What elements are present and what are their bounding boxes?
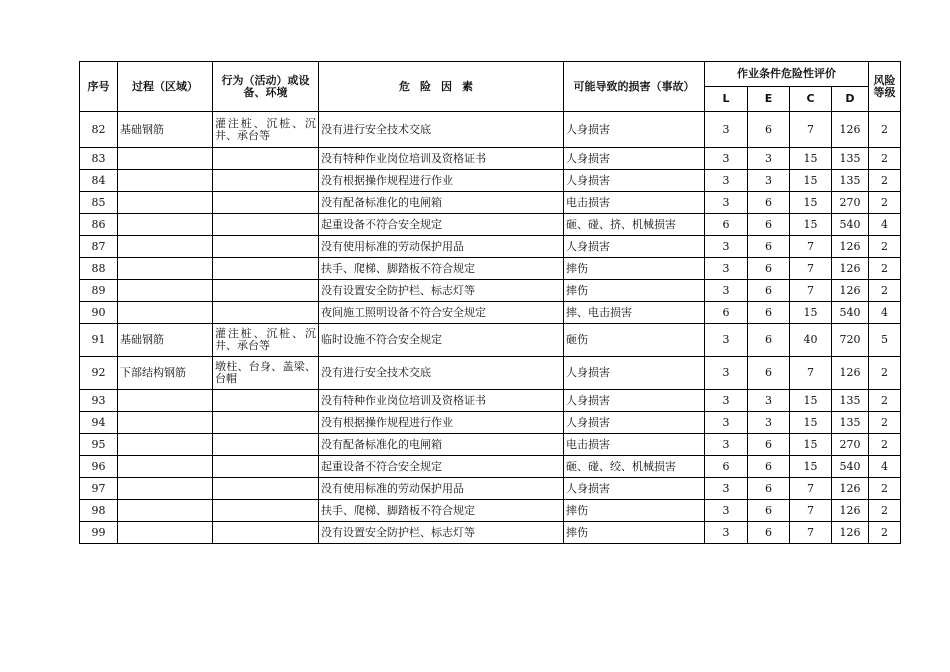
cell-hazard: 没有使用标准的劳动保护用品 (319, 236, 564, 258)
cell-risk-level: 2 (869, 500, 901, 522)
cell-risk-level: 4 (869, 302, 901, 324)
cell-harm: 摔伤 (564, 258, 705, 280)
cell-hazard: 扶手、爬梯、脚踏板不符合规定 (319, 258, 564, 280)
cell-behavior: 灌注桩、沉桩、沉井、承台等 (213, 112, 319, 148)
cell-harm: 电击损害 (564, 434, 705, 456)
header-D: D (832, 87, 869, 112)
cell-behavior (213, 258, 319, 280)
cell-D: 126 (832, 478, 869, 500)
cell-L: 6 (705, 214, 748, 236)
cell-C: 7 (790, 522, 832, 544)
cell-seq: 92 (80, 357, 118, 390)
cell-process (118, 192, 213, 214)
cell-risk-level: 2 (869, 357, 901, 390)
cell-behavior (213, 390, 319, 412)
cell-L: 3 (705, 390, 748, 412)
table-row (80, 434, 901, 456)
cell-harm: 砸伤 (564, 324, 705, 357)
cell-D: 135 (832, 390, 869, 412)
cell-process (118, 170, 213, 192)
cell-hazard: 临时设施不符合安全规定 (319, 324, 564, 357)
cell-seq: 83 (80, 148, 118, 170)
cell-behavior (213, 302, 319, 324)
table-row (80, 112, 901, 148)
table-row (80, 236, 901, 258)
cell-behavior (213, 170, 319, 192)
cell-E: 6 (748, 192, 790, 214)
cell-E: 6 (748, 324, 790, 357)
cell-E: 6 (748, 500, 790, 522)
cell-C: 15 (790, 434, 832, 456)
cell-seq: 98 (80, 500, 118, 522)
cell-C: 15 (790, 214, 832, 236)
cell-L: 6 (705, 456, 748, 478)
cell-E: 6 (748, 236, 790, 258)
cell-harm: 砸、碰、绞、机械损害 (564, 456, 705, 478)
header-L: L (705, 87, 748, 112)
cell-C: 7 (790, 500, 832, 522)
cell-E: 3 (748, 170, 790, 192)
cell-seq: 84 (80, 170, 118, 192)
cell-E: 3 (748, 412, 790, 434)
table-row (80, 302, 901, 324)
cell-harm: 人身损害 (564, 390, 705, 412)
cell-seq: 82 (80, 112, 118, 148)
cell-hazard: 没有特种作业岗位培训及资格证书 (319, 148, 564, 170)
table-row (80, 522, 901, 544)
cell-behavior (213, 500, 319, 522)
table-row (80, 280, 901, 302)
cell-E: 6 (748, 522, 790, 544)
cell-seq: 97 (80, 478, 118, 500)
cell-seq: 87 (80, 236, 118, 258)
cell-hazard: 扶手、爬梯、脚踏板不符合规定 (319, 500, 564, 522)
cell-C: 7 (790, 258, 832, 280)
cell-E: 6 (748, 456, 790, 478)
risk-evaluation-table (79, 61, 901, 544)
cell-behavior: 墩柱、台身、盖梁、台帽 (213, 357, 319, 390)
table-row (80, 148, 901, 170)
cell-process (118, 478, 213, 500)
cell-process (118, 148, 213, 170)
cell-harm: 人身损害 (564, 357, 705, 390)
cell-E: 6 (748, 434, 790, 456)
cell-process (118, 522, 213, 544)
cell-C: 7 (790, 478, 832, 500)
cell-risk-level: 2 (869, 192, 901, 214)
header-behavior: 行为（活动）或设备、环境 (213, 62, 319, 112)
cell-C: 15 (790, 192, 832, 214)
cell-L: 3 (705, 192, 748, 214)
cell-L: 3 (705, 112, 748, 148)
cell-E: 3 (748, 148, 790, 170)
cell-E: 6 (748, 478, 790, 500)
cell-C: 15 (790, 148, 832, 170)
header-process: 过程（区域） (118, 62, 213, 112)
cell-D: 126 (832, 112, 869, 148)
cell-L: 3 (705, 500, 748, 522)
cell-seq: 96 (80, 456, 118, 478)
table-row (80, 390, 901, 412)
cell-hazard: 没有设置安全防护栏、标志灯等 (319, 280, 564, 302)
table-row (80, 324, 901, 357)
cell-D: 126 (832, 522, 869, 544)
cell-L: 3 (705, 434, 748, 456)
cell-C: 40 (790, 324, 832, 357)
cell-L: 3 (705, 148, 748, 170)
cell-harm: 人身损害 (564, 478, 705, 500)
cell-process (118, 302, 213, 324)
cell-risk-level: 2 (869, 236, 901, 258)
cell-L: 3 (705, 522, 748, 544)
table-row (80, 456, 901, 478)
cell-seq: 88 (80, 258, 118, 280)
header-risk-level: 风险等级 (869, 62, 901, 112)
cell-C: 15 (790, 390, 832, 412)
cell-C: 15 (790, 170, 832, 192)
cell-D: 135 (832, 148, 869, 170)
cell-hazard: 没有进行安全技术交底 (319, 357, 564, 390)
cell-behavior (213, 412, 319, 434)
cell-hazard: 没有特种作业岗位培训及资格证书 (319, 390, 564, 412)
cell-risk-level: 2 (869, 148, 901, 170)
cell-hazard: 夜间施工照明设备不符合安全规定 (319, 302, 564, 324)
cell-E: 3 (748, 390, 790, 412)
cell-L: 3 (705, 324, 748, 357)
cell-L: 3 (705, 412, 748, 434)
cell-E: 6 (748, 112, 790, 148)
cell-risk-level: 4 (869, 456, 901, 478)
cell-risk-level: 2 (869, 412, 901, 434)
cell-hazard: 没有配备标准化的电闸箱 (319, 192, 564, 214)
cell-risk-level: 5 (869, 324, 901, 357)
cell-risk-level: 4 (869, 214, 901, 236)
cell-harm: 摔、电击损害 (564, 302, 705, 324)
cell-C: 7 (790, 236, 832, 258)
cell-C: 15 (790, 456, 832, 478)
cell-harm: 人身损害 (564, 236, 705, 258)
cell-process (118, 390, 213, 412)
header-C: C (790, 87, 832, 112)
cell-risk-level: 2 (869, 390, 901, 412)
cell-behavior (213, 522, 319, 544)
cell-L: 3 (705, 478, 748, 500)
cell-process (118, 236, 213, 258)
cell-E: 6 (748, 214, 790, 236)
cell-process (118, 280, 213, 302)
cell-E: 6 (748, 302, 790, 324)
cell-L: 3 (705, 258, 748, 280)
cell-E: 6 (748, 280, 790, 302)
table-row (80, 170, 901, 192)
cell-risk-level: 2 (869, 522, 901, 544)
cell-L: 3 (705, 280, 748, 302)
cell-hazard: 起重设备不符合安全规定 (319, 456, 564, 478)
cell-behavior (213, 478, 319, 500)
cell-behavior (213, 192, 319, 214)
table-row (80, 357, 901, 390)
cell-seq: 95 (80, 434, 118, 456)
cell-D: 720 (832, 324, 869, 357)
cell-D: 126 (832, 280, 869, 302)
header-harm: 可能导致的损害（事故） (564, 62, 705, 112)
cell-D: 540 (832, 214, 869, 236)
cell-process (118, 500, 213, 522)
cell-D: 540 (832, 302, 869, 324)
cell-E: 6 (748, 258, 790, 280)
cell-seq: 85 (80, 192, 118, 214)
cell-D: 126 (832, 500, 869, 522)
cell-C: 15 (790, 412, 832, 434)
cell-seq: 93 (80, 390, 118, 412)
cell-L: 3 (705, 236, 748, 258)
cell-hazard: 没有使用标准的劳动保护用品 (319, 478, 564, 500)
cell-risk-level: 2 (869, 258, 901, 280)
header-hazard: 危险因素 (319, 62, 564, 112)
cell-risk-level: 2 (869, 280, 901, 302)
cell-hazard: 没有进行安全技术交底 (319, 112, 564, 148)
cell-L: 6 (705, 302, 748, 324)
cell-harm: 人身损害 (564, 412, 705, 434)
cell-seq: 91 (80, 324, 118, 357)
cell-L: 3 (705, 357, 748, 390)
cell-harm: 摔伤 (564, 500, 705, 522)
cell-C: 15 (790, 302, 832, 324)
cell-process: 基础钢筋 (118, 324, 213, 357)
cell-harm: 砸、碰、挤、机械损害 (564, 214, 705, 236)
cell-process (118, 434, 213, 456)
cell-harm: 人身损害 (564, 170, 705, 192)
cell-seq: 89 (80, 280, 118, 302)
cell-process (118, 456, 213, 478)
cell-hazard: 没有根据操作规程进行作业 (319, 170, 564, 192)
cell-D: 126 (832, 236, 869, 258)
cell-behavior (213, 434, 319, 456)
cell-process (118, 412, 213, 434)
cell-behavior (213, 280, 319, 302)
cell-hazard: 没有配备标准化的电闸箱 (319, 434, 564, 456)
header-E: E (748, 87, 790, 112)
cell-behavior (213, 456, 319, 478)
cell-seq: 86 (80, 214, 118, 236)
cell-D: 270 (832, 434, 869, 456)
cell-L: 3 (705, 170, 748, 192)
cell-risk-level: 2 (869, 170, 901, 192)
table-row (80, 500, 901, 522)
cell-hazard: 起重设备不符合安全规定 (319, 214, 564, 236)
table-body (80, 112, 901, 544)
cell-E: 6 (748, 357, 790, 390)
cell-process: 下部结构钢筋 (118, 357, 213, 390)
cell-C: 7 (790, 357, 832, 390)
cell-hazard: 没有设置安全防护栏、标志灯等 (319, 522, 564, 544)
cell-harm: 电击损害 (564, 192, 705, 214)
cell-process (118, 214, 213, 236)
cell-harm: 摔伤 (564, 522, 705, 544)
cell-seq: 90 (80, 302, 118, 324)
cell-D: 126 (832, 357, 869, 390)
cell-behavior (213, 236, 319, 258)
cell-hazard: 没有根据操作规程进行作业 (319, 412, 564, 434)
cell-harm: 人身损害 (564, 148, 705, 170)
cell-seq: 99 (80, 522, 118, 544)
table-row (80, 258, 901, 280)
header-seq: 序号 (80, 62, 118, 112)
cell-D: 270 (832, 192, 869, 214)
cell-seq: 94 (80, 412, 118, 434)
table-row (80, 214, 901, 236)
cell-process: 基础钢筋 (118, 112, 213, 148)
table-row (80, 478, 901, 500)
cell-harm: 摔伤 (564, 280, 705, 302)
cell-risk-level: 2 (869, 478, 901, 500)
cell-behavior: 灌注桩、沉桩、沉井、承台等 (213, 324, 319, 357)
cell-behavior (213, 148, 319, 170)
table-row (80, 412, 901, 434)
cell-D: 540 (832, 456, 869, 478)
cell-risk-level: 2 (869, 112, 901, 148)
cell-harm: 人身损害 (564, 112, 705, 148)
cell-process (118, 258, 213, 280)
cell-behavior (213, 214, 319, 236)
cell-C: 7 (790, 112, 832, 148)
cell-D: 135 (832, 412, 869, 434)
cell-D: 135 (832, 170, 869, 192)
cell-C: 7 (790, 280, 832, 302)
cell-D: 126 (832, 258, 869, 280)
cell-risk-level: 2 (869, 434, 901, 456)
header-evaluation: 作业条件危险性评价 (705, 62, 869, 87)
table-row (80, 192, 901, 214)
